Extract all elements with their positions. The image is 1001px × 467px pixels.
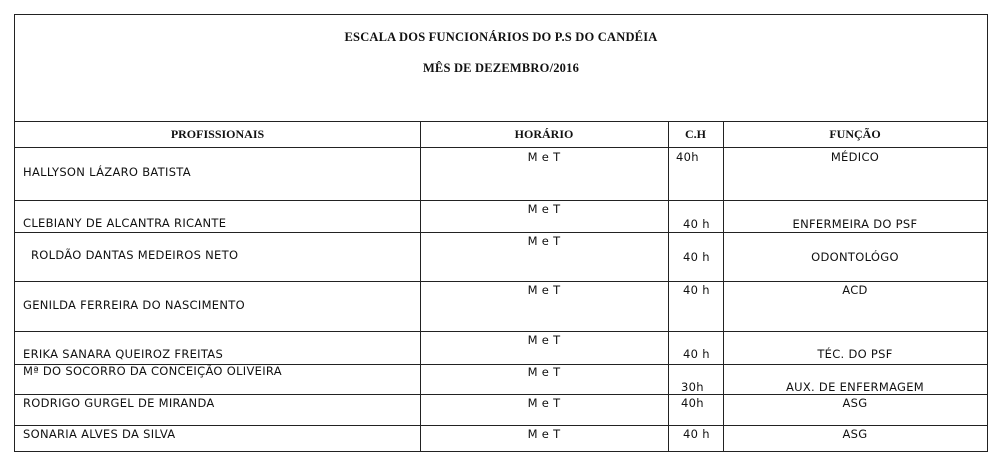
cell-ch: 30h	[681, 380, 704, 394]
row-divider	[15, 331, 987, 332]
cell-funcao: ACD	[842, 283, 868, 297]
column-header-horario: HORÁRIO	[514, 127, 574, 141]
cell-profissional-text: Mª DO SOCORRO DA CONCEIÇÃO OLIVEIRA	[23, 364, 282, 378]
cell-funcao: ASG	[842, 396, 868, 410]
column-header-funcao: FUNÇÃO	[829, 127, 881, 141]
cell-profissional: HALLYSON LÁZARO BATISTA	[23, 165, 191, 179]
document-title: ESCALA DOS FUNCIONÁRIOS DO P.S DO CANDÉIA	[344, 30, 658, 44]
cell-horario: M e T	[527, 333, 561, 347]
cell-funcao: MÉDICO	[830, 150, 880, 164]
cell-profissional: SONARIA ALVES DA SILVA	[23, 427, 176, 441]
cell-ch: 40 h	[683, 250, 710, 264]
cell-horario: M e T	[527, 234, 561, 248]
row-divider	[15, 394, 987, 395]
cell-ch: 40h	[676, 150, 699, 164]
cell-profissional: ERIKA SANARA QUEIROZ FREITAS	[23, 347, 224, 361]
row-divider	[15, 425, 987, 426]
cell-ch: 40h	[681, 396, 704, 410]
cell-funcao: ENFERMEIRA DO PSF	[792, 217, 918, 231]
cell-funcao: ODONTOLÓGO	[811, 250, 899, 264]
cell-horario: M e T	[527, 396, 561, 410]
cell-funcao: AUX. DE ENFERMAGEM	[785, 380, 925, 394]
cell-ch: 40 h	[683, 347, 710, 361]
cell-horario: M e T	[527, 150, 561, 164]
cell-profissional: GENILDA FERREIRA DO NASCIMENTO	[23, 298, 245, 312]
column-divider	[668, 121, 669, 451]
row-divider	[15, 232, 987, 233]
cell-horario: M e T	[527, 427, 561, 441]
row-divider	[15, 281, 987, 282]
cell-horario: M e T	[527, 283, 561, 297]
column-header-ch: C.H	[685, 127, 706, 141]
table-header-block	[15, 15, 987, 122]
cell-horario: M e T	[527, 365, 561, 379]
cell-horario: M e T	[527, 202, 561, 216]
cell-ch: 40 h	[683, 427, 710, 441]
cell-profissional	[23, 364, 282, 378]
cell-ch: 40 h	[683, 283, 710, 297]
cell-profissional: CLEBIANY DE ALCANTRA RICANTE	[23, 216, 227, 230]
cell-profissional: RODRIGO GURGEL DE MIRANDA	[23, 396, 215, 410]
cell-profissional: ROLDÃO DANTAS MEDEIROS NETO	[31, 248, 239, 262]
cell-ch: 40 h	[683, 217, 710, 231]
row-divider	[15, 147, 987, 148]
column-header-profissionais: PROFISSIONAIS	[170, 127, 265, 141]
row-divider	[15, 200, 987, 201]
schedule-table	[14, 14, 988, 452]
cell-funcao: TÉC. DO PSF	[817, 347, 893, 361]
document-subtitle: MÊS DE DEZEMBRO/2016	[422, 61, 580, 75]
cell-funcao: ASG	[842, 427, 868, 441]
